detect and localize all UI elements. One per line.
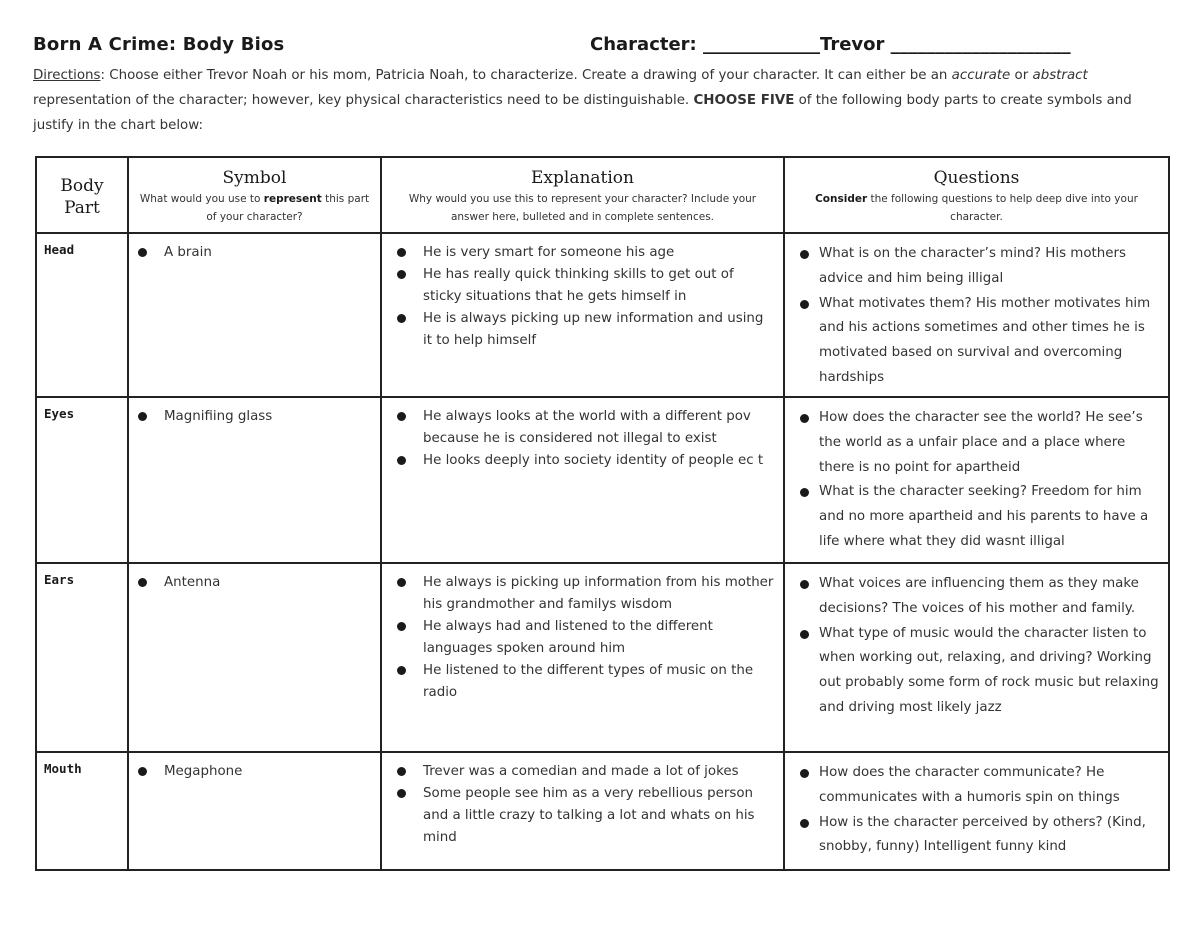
directions-or: or <box>1010 68 1033 83</box>
header-symbol-subtitle <box>137 190 372 226</box>
document-title: Born A Crime: Body Bios <box>33 34 285 55</box>
header-symbol <box>128 157 381 233</box>
explanation-item: He is always picking up new information and using it to help himself <box>397 308 775 352</box>
symbol-item: Antenna <box>138 572 380 594</box>
body-part-label: Eyes <box>44 406 75 421</box>
directions-accurate: accurate <box>951 68 1011 83</box>
header-symbol-title: Symbol <box>222 168 287 188</box>
table-row-ears <box>36 563 1169 752</box>
question-item: What voices are influencing them as they make decisions? The voices of his mother and family. <box>800 572 1160 622</box>
question-item: What is on the character’s mind? His mothers advice and him being illigal <box>800 242 1160 292</box>
table-header-row <box>36 157 1169 233</box>
body-part-label: Head <box>44 242 75 257</box>
explanation-item: He always had and listened to the different languages spoken around him <box>397 616 775 660</box>
directions-paragraph <box>33 63 1168 138</box>
directions-text-3: of the following body parts to create symbols and justify in the chart below: <box>33 93 1132 133</box>
explanation-item: He has really quick thinking skills to get out of sticky situations that he gets himself in <box>397 264 775 308</box>
header-symbol-sub-a: What would you use to <box>139 193 264 205</box>
title-row <box>33 34 1168 60</box>
header-body-part <box>36 157 128 233</box>
directions-abstract: abstract <box>1032 68 1088 83</box>
character-line: Character: _____________Trevor ____________________ <box>590 34 1071 55</box>
header-symbol-sub-bold: represent <box>263 193 322 205</box>
header-explanation <box>381 157 784 233</box>
directions-choose-five: CHOOSE FIVE <box>693 93 795 108</box>
question-item: How does the character see the world? He see’s the world as a unfair place and a place where there is no point for apartheid <box>800 406 1160 480</box>
body-bios-table <box>35 156 1170 871</box>
table-row-eyes <box>36 397 1169 563</box>
question-item: How is the character perceived by others? (Kind, snobby, funny) Intelligent funny kind <box>800 811 1160 861</box>
question-item: What motivates them? His mother motivates him and his actions sometimes and other times he is motivated based on survival and overcoming hardships <box>800 292 1160 391</box>
directions-text-2: representation of the character; however, key physical characteristics need to be distinguishable. <box>33 93 694 108</box>
question-item: How does the character communicate? He communicates with a humoris spin on things <box>800 761 1160 811</box>
explanation-item: He is very smart for someone his age <box>397 242 775 264</box>
header-questions-sub: the following questions to help deep dive into your character. <box>867 193 1138 223</box>
explanation-item: He looks deeply into society identity of people ec t <box>397 450 775 472</box>
header-questions-title: Questions <box>933 168 1020 188</box>
directions-label: Directions <box>33 68 101 83</box>
question-item: What type of music would the character listen to when working out, relaxing, and driving? Working out probably some form of rock music but relaxing and driving most likely jazz <box>800 622 1160 721</box>
header-body-part-title: Body Part <box>60 176 104 218</box>
symbol-item: Magnifiing glass <box>138 406 380 428</box>
question-item: What is the character seeking? Freedom for him and no more apartheid and his parents to have a life where what they did wasnt illigal <box>800 480 1160 554</box>
explanation-item: He always is picking up information from his mother his grandmother and familys wisdom <box>397 572 775 616</box>
table-row-mouth <box>36 752 1169 870</box>
header-questions <box>784 157 1169 233</box>
symbol-item: A brain <box>138 242 380 264</box>
header-explanation-subtitle: Why would you use this to represent your character? Include your answer here, bulleted and in complete sentences. <box>408 193 757 223</box>
header-questions-subtitle <box>793 190 1160 226</box>
header-explanation-title: Explanation <box>531 168 634 188</box>
table-row-head <box>36 233 1169 397</box>
explanation-item: He always looks at the world with a different pov because he is considered not illegal to exist <box>397 406 775 450</box>
body-part-label: Ears <box>44 572 75 587</box>
header-symbol-sub-b: this part of your character? <box>206 193 370 223</box>
symbol-item: Megaphone <box>138 761 380 783</box>
explanation-item: Trever was a comedian and made a lot of jokes <box>397 761 775 783</box>
explanation-item: Some people see him as a very rebellious person and a little crazy to talking a lot and whats on his mind <box>397 783 775 849</box>
body-part-label: Mouth <box>44 761 82 776</box>
directions-text-1: : Choose either Trevor Noah or his mom, Patricia Noah, to characterize. Create a drawing of your character. It can either be an <box>100 68 952 83</box>
explanation-item: He listened to the different types of music on the radio <box>397 660 775 704</box>
header-questions-sub-bold: Consider <box>815 193 868 205</box>
